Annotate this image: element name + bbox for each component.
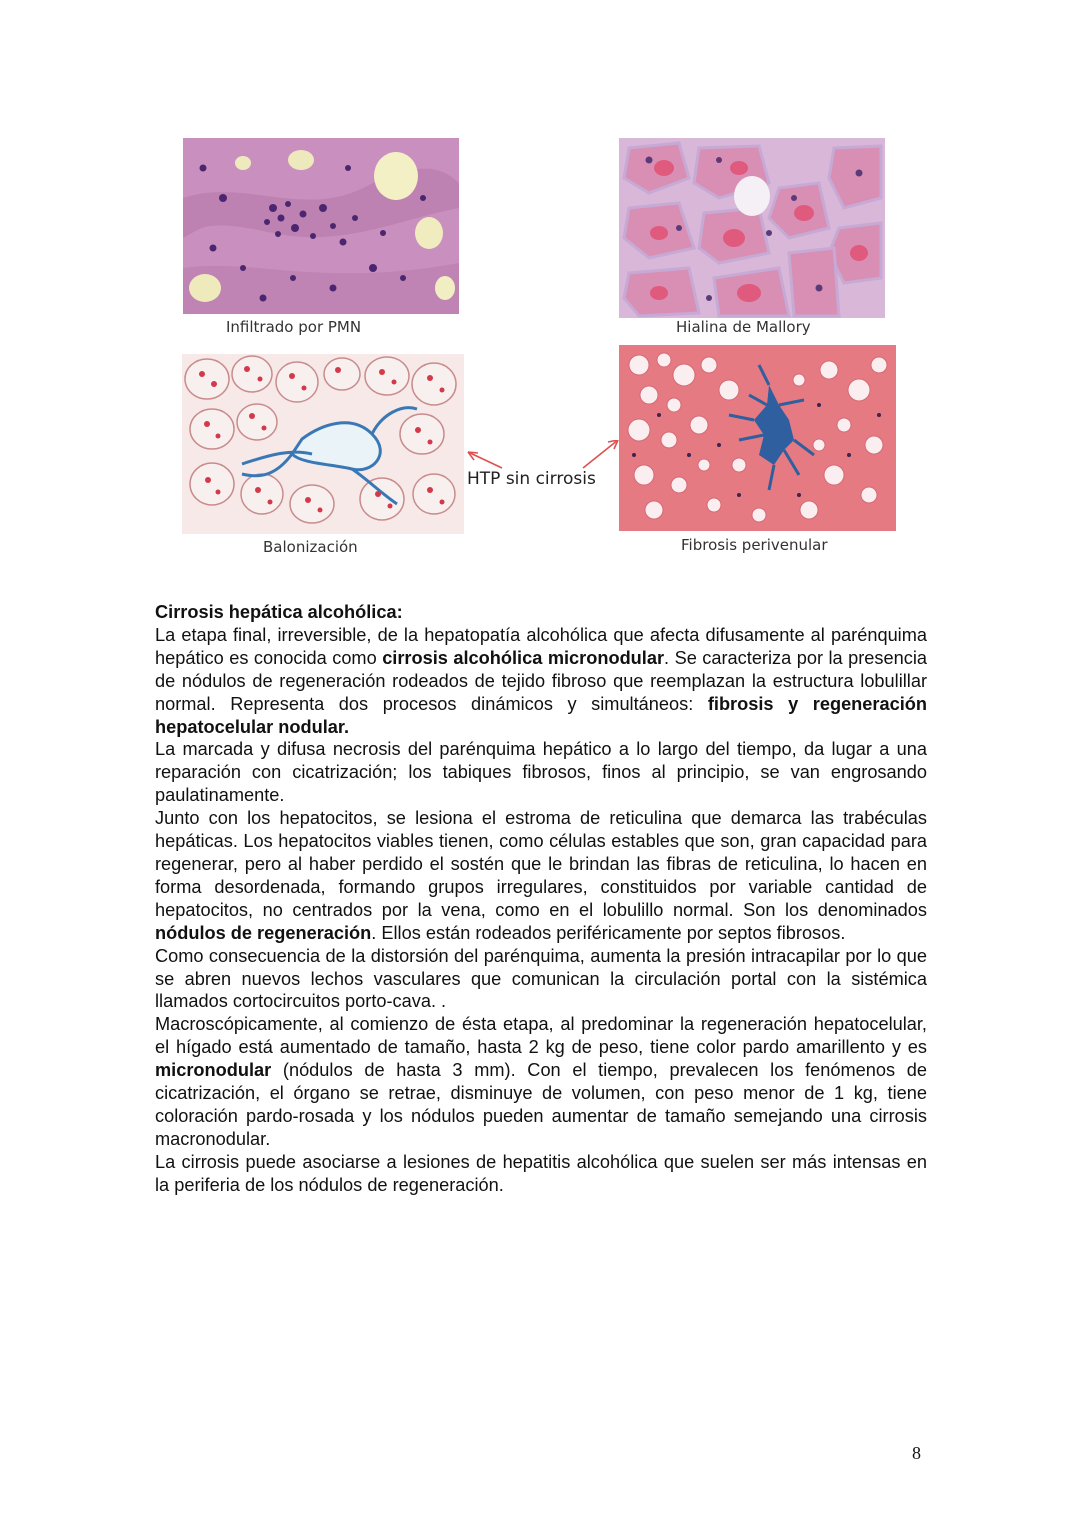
histology-image-ballooning [182,354,464,534]
arrow-label-htp: HTP sin cirrosis [467,469,596,489]
paragraph-3 [155,807,927,944]
paragraph-1-text-c: . Se caracteriza por la presencia de nódulos de regeneración rodeados de tejido fibroso que reemplazan la estructura lobulillar normal. Representa dos procesos dinámicos y simultáneos: [155,647,927,714]
caption-perivenular-fibrosis: Fibrosis perivenular [681,536,828,554]
histology-image-perivenular-fibrosis [619,345,896,531]
paragraph-1-bold-processes: fibrosis y regeneración hepatocelular nodular. [155,693,927,737]
paragraph-4: Como consecuencia de la distorsión del parénquima, aumenta la presión intracapilar por lo que se abren nuevos lechos vasculares que comunican la circulación portal con la sistémica llamados cortocircuitos porto-cava. . [155,945,927,1012]
paragraph-1-text-a: La etapa final, irreversible, de la hepatopatía alcohólica que afecta difusamente al parénquima hepático es conocida como [155,624,927,668]
page-number: 8 [912,1443,921,1463]
paragraph-1 [155,624,927,739]
paragraph-3-text-c: . Ellos están rodeados periféricamente por septos fibrosos. [371,922,846,943]
paragraph-2: La marcada y difusa necrosis del parénquima hepático a lo largo del tiempo, da lugar a una reparación con cicatrización; los tabiques fibrosos, finos al principio, se van engrosando paulatinamente. [155,739,927,806]
paragraph-5 [155,1013,927,1150]
paragraph-6: La cirrosis puede asociarse a lesiones de hepatitis alcohólica que suelen ser más intensas en la periferia de los nódulos de regeneración. [155,1151,927,1195]
histology-image-pmn-infiltrate [183,138,459,314]
paragraph-1-bold-term: cirrosis alcohólica micronodular [382,647,665,668]
caption-mallory-hyaline: Hialina de Mallory [676,318,811,336]
histology-image-mallory-hyaline [619,138,885,318]
paragraph-5-text-c: (nódulos de hasta 3 mm). Con el tiempo, prevalecen los fenómenos de cicatrización, el órgano se retrae, disminuye de volumen, con peso menor de 1 kg, tiene coloración pardo-rosada y los nódulos pueden aumentar de tamaño semejando una cirrosis macronodular. [155,1060,927,1149]
paragraph-3-text-a: Junto con los hepatocitos, se lesiona el estroma de reticulina que demarca las trabéculas hepáticas. Los hepatocitos viables tienen, como células estables que son, gran capacidad para regenerar, pero al haber perdido el sostén que le brindan las fibras de reticulina, lo hacen en forma desordenada, formando grupos irregulares, constituidos por variable cantidad de hepatocitos, no centrados por la vena, como en el lobulillo normal. Son los denominados [155,808,927,920]
section-body [155,601,927,1197]
section-title: Cirrosis hepática alcohólica: [155,602,403,622]
paragraph-3-bold-term: nódulos de regeneración [155,922,372,943]
paragraph-5-bold-term: micronodular [155,1060,272,1081]
caption-pmn-infiltrate: Infiltrado por PMN [226,318,362,336]
paragraph-5-text-a: Macroscópicamente, al comienzo de ésta etapa, al predominar la regeneración hepatocelular, el hígado está aumentado de tamaño, hasta 2 kg de peso, tiene color pardo amarillento y es [155,1014,927,1058]
caption-ballooning: Balonización [263,538,358,556]
